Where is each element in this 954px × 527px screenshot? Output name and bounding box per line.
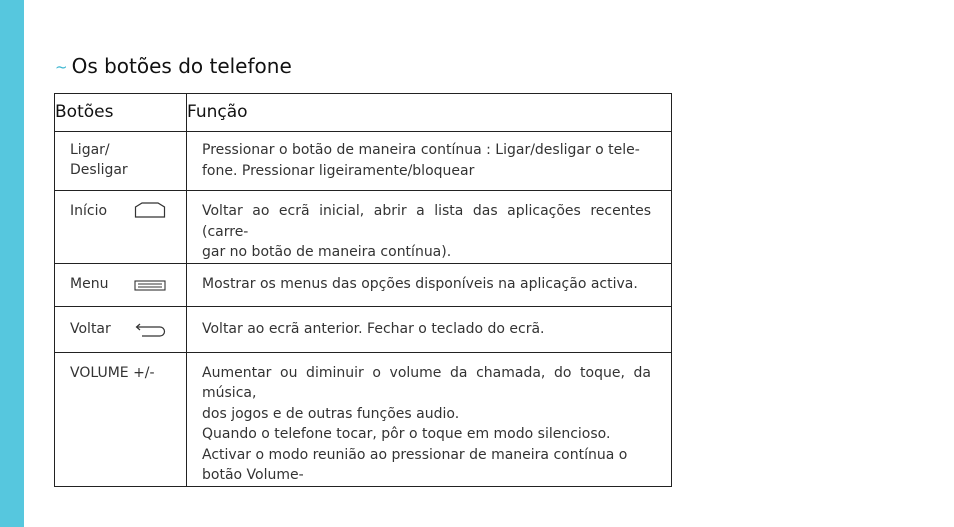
- back-arrow-icon: [134, 323, 166, 337]
- button-name-line: Ligar/: [70, 142, 110, 158]
- function-cell: [187, 352, 672, 486]
- button-name: Menu: [70, 275, 109, 292]
- table-row: [55, 191, 672, 264]
- function-text-line: dos jogos e de outras funções audio.: [202, 405, 460, 422]
- function-text-line: Voltar ao ecrã inicial, abrir a lista das aplicações recentes (carre-: [202, 203, 651, 240]
- function-text-line: Activar o modo reunião ao pressionar de maneira contínua o: [202, 446, 628, 463]
- function-text-line: Voltar ao ecrã anterior. Fechar o teclado do ecrã.: [202, 320, 545, 337]
- button-name: Voltar: [70, 320, 111, 337]
- button-cell-power: [55, 132, 187, 191]
- function-text-line: fone. Pressionar ligeiramente/bloquear: [202, 162, 475, 179]
- function-text-line: botão Volume-: [202, 467, 304, 483]
- function-cell: [187, 263, 672, 306]
- table-row: [55, 263, 672, 306]
- home-icon: [134, 202, 166, 218]
- button-cell-back: [55, 306, 187, 352]
- accent-side-bar: [0, 0, 24, 527]
- header-buttons: Botões: [55, 94, 187, 132]
- function-text-line: Quando o telefone tocar, pôr o toque em modo silencioso.: [202, 426, 611, 442]
- function-text-line: Mostrar os menus das opções disponíveis na aplicação activa.: [202, 275, 638, 292]
- button-name: VOLUME +/-: [70, 364, 155, 381]
- button-cell-menu: [55, 263, 187, 306]
- table-row: [55, 352, 672, 486]
- function-text-line: Aumentar ou diminuir o volume da chamada, do toque, da música,: [202, 364, 651, 401]
- table-header-row: [55, 94, 672, 132]
- table-row: [55, 132, 672, 191]
- table-row: [55, 306, 672, 352]
- button-cell-home: [55, 191, 187, 264]
- function-cell: [187, 132, 672, 191]
- function-cell: [187, 306, 672, 352]
- tilde-marker: ~: [55, 58, 68, 76]
- button-name-line: Desligar: [70, 162, 128, 178]
- function-text-line: Pressionar o botão de maneira contínua : Ligar/desligar o tele-: [202, 142, 640, 158]
- function-cell: [187, 191, 672, 264]
- button-cell-volume: [55, 352, 187, 486]
- header-function: Função: [187, 94, 672, 132]
- button-name: Início: [70, 203, 108, 219]
- section-heading: [55, 53, 292, 80]
- function-text-line: gar no botão de maneira contínua).: [202, 244, 452, 260]
- menu-icon: [134, 280, 166, 291]
- section-title: Os botões do telefone: [71, 54, 292, 78]
- phone-buttons-table: [54, 93, 672, 487]
